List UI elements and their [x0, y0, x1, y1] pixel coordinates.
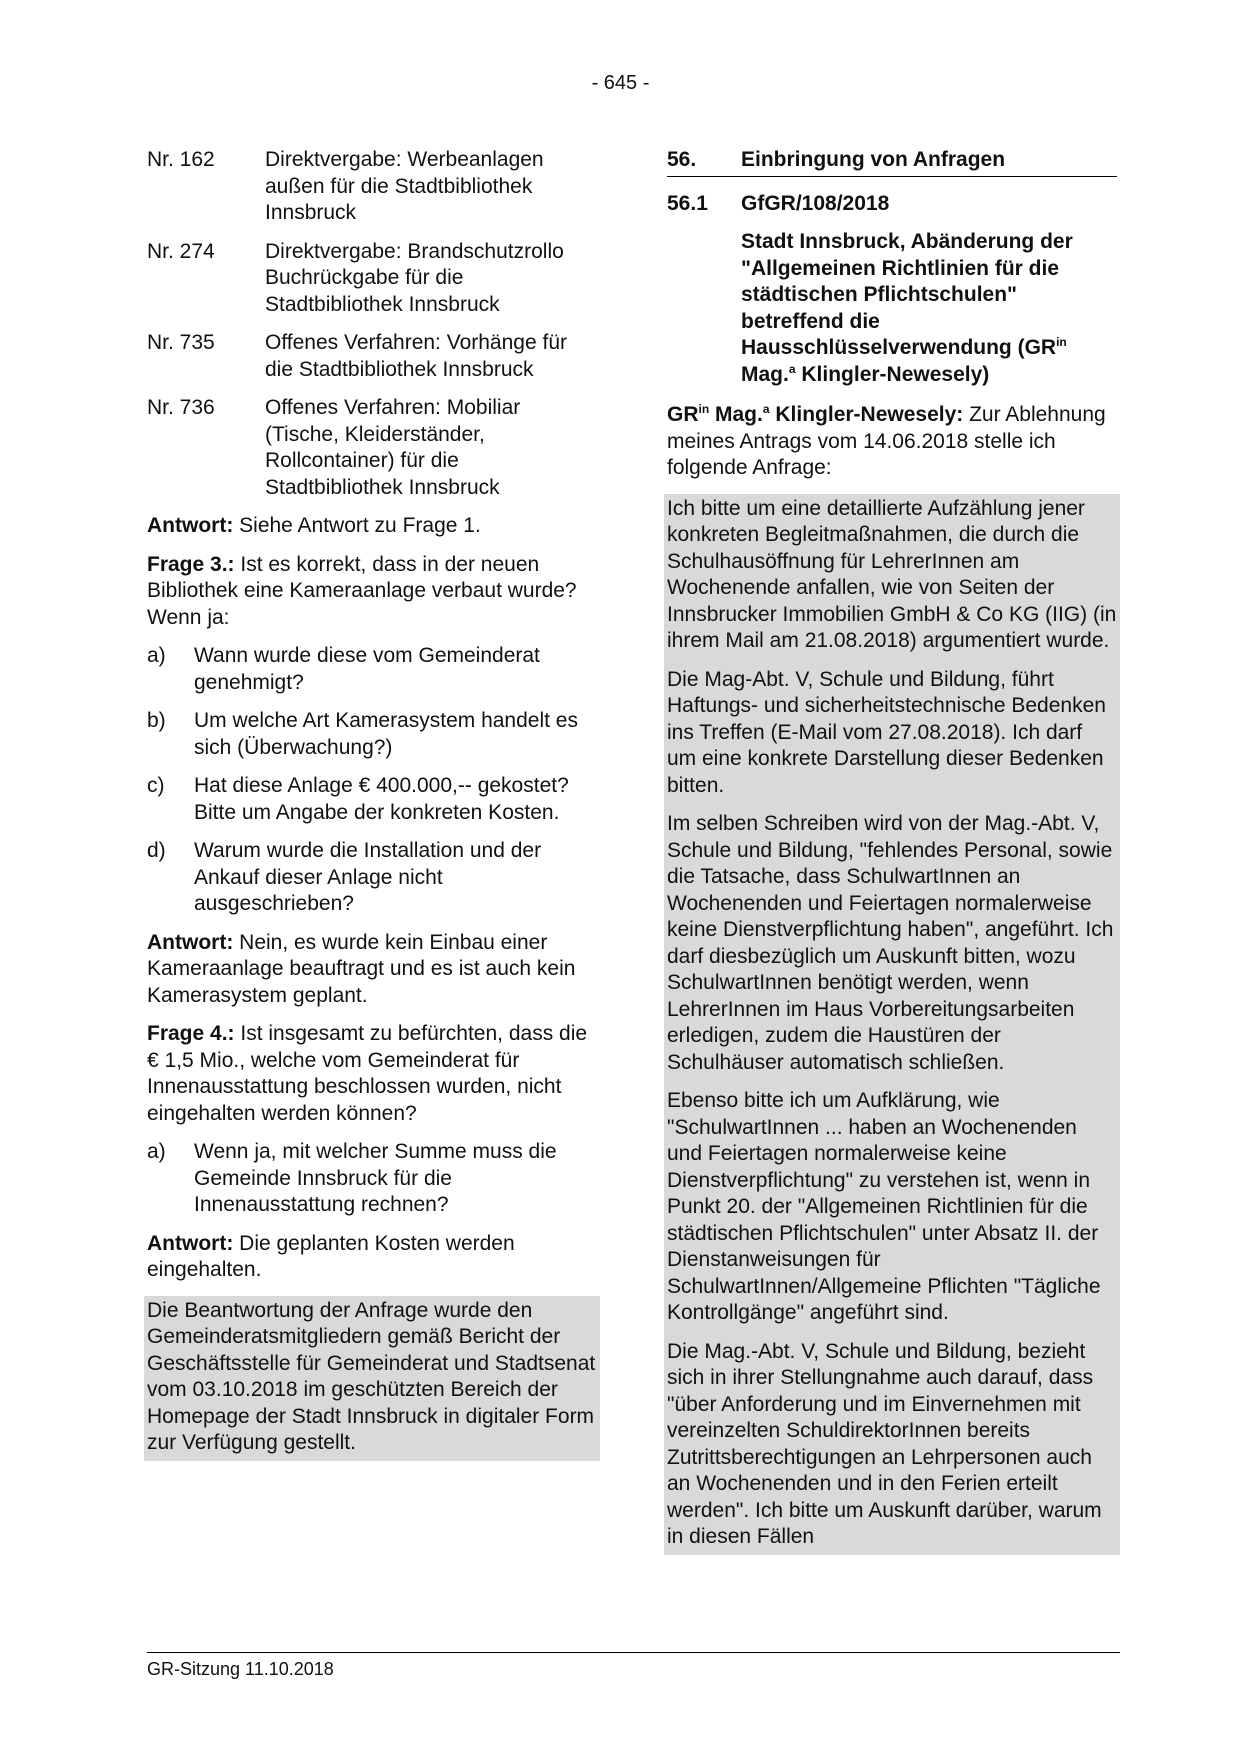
speaker-part: Mag.	[709, 403, 763, 426]
antwort-label: Antwort:	[147, 1231, 234, 1255]
nr-item	[147, 395, 597, 501]
antwort-text: Siehe Antwort zu Frage 1.	[233, 514, 481, 537]
list-item	[147, 773, 597, 826]
superscript: a	[762, 402, 770, 416]
list-letter: a)	[147, 1140, 166, 1163]
speaker-name	[667, 403, 963, 426]
antwort-label: Antwort:	[147, 514, 234, 537]
frage-label: Frage 3.:	[147, 552, 235, 576]
list-text: Um welche Art Kamerasystem handelt es sich (Überwachung?)	[194, 709, 578, 759]
frage-text: Ist es korrekt, dass in der neuen Bibliothek eine Kameraanlage verbaut wurde?	[147, 552, 577, 602]
nr-item	[147, 147, 597, 227]
subsection-title-part: Klingler-Newesely)	[795, 362, 990, 386]
final-note-text: Die Beantwortung der Anfrage wurde den Gemeinderatsmitgliedern gemäß Bericht der Geschäftsstelle für Gemeinderat und Stadtsenat vom 03.10.2018 im geschützten Bereich der Homepage der Stadt Innsbruck in digitaler Form zur Verfügung gestellt.	[147, 1298, 596, 1454]
footer-text: GR-Sitzung 11.10.2018	[147, 1659, 334, 1679]
nr-description: Offenes Verfahren: Vorhänge für die Stadtbibliothek Innsbruck	[265, 331, 567, 381]
right-column	[667, 147, 1117, 1555]
subsection-code: GfGR/108/2018	[741, 191, 890, 215]
superscript: in	[1056, 335, 1067, 349]
superscript: in	[698, 402, 710, 416]
anfrage-paragraph: Ich bitte um eine detaillierte Aufzählung jener konkreten Begleitmaßnahmen, die durch die Schulhausöffnung für LehrerInnen am Wochenende anfallen, wie von Seiten der Innsbrucker Immobilien GmbH & Co KG (IIG) (in ihrem Mail am 21.08.2018) argumentiert wurde.	[667, 496, 1117, 652]
nr-number: Nr. 736	[147, 396, 215, 419]
anfrage-paragraph: Die Mag.-Abt. V, Schule und Bildung, bezieht sich in ihrer Stellungnahme auch darauf, dass "über Anforderung und im Einvernehmen mit vereinzelten SchuldirektorInnen bereits Zutrittsberechtigungen an Lehrpersonen auch an Wochenenden und in den Ferien erteilt werden". Ich bitte um Auskunft darüber, warum in diesen Fällen	[667, 1339, 1102, 1548]
section-title: Einbringung von Anfragen	[741, 148, 1006, 171]
frage-3-wenn: Wenn ja:	[147, 605, 230, 629]
nr-item	[147, 330, 597, 383]
section-heading	[667, 147, 1117, 177]
list-item	[147, 1139, 597, 1219]
anfrage-text-block	[664, 494, 1120, 1555]
section-number: 56.	[667, 148, 697, 171]
subsection-number: 56.1	[667, 191, 708, 215]
left-column	[147, 147, 597, 1461]
frage-text: Ist insgesamt zu befürchten, dass die € 1,5 Mio., welche vom Gemeinderat für Innenausstattung beschlossen wurden, nicht eingehalten werden können?	[147, 1022, 588, 1125]
nr-number: Nr. 735	[147, 331, 215, 354]
list-item	[147, 708, 597, 761]
nr-description: Offenes Verfahren: Mobiliar (Tische, Kleiderständer, Rollcontainer) für die Stadtbibliothek Innsbruck	[265, 396, 521, 499]
speaker-part: Klingler-Newesely:	[769, 403, 964, 426]
superscript: a	[788, 361, 796, 376]
list-item	[147, 838, 597, 918]
anfrage-paragraph: Die Mag-Abt. V, Schule und Bildung, führt Haftungs- und sicherheitstechnische Bedenken ins Treffen (E-Mail vom 27.08.2018). Ich darf um eine konkrete Darstellung dieser Bedenken bitten.	[667, 667, 1106, 797]
list-text: Wann wurde diese vom Gemeinderat genehmigt?	[194, 644, 540, 694]
antwort-4	[147, 1231, 597, 1284]
frage-4	[147, 1021, 597, 1127]
anfrage-paragraph: Ebenso bitte ich um Aufklärung, wie "SchulwartInnen ... haben an Wochenenden und Feiertagen normalerweise keine Dienstverpflichtung" zu verstehen ist, wenn in Punkt 20. der "Allgemeinen Richtlinien für die städtischen Pflichtschulen" unter Absatz II. der Dienstanweisungen für SchulwartInnen/Allgemeine Pflichten "Tägliche Kontrollgänge" angeführt sind.	[667, 1089, 1101, 1324]
list-text: Warum wurde die Installation und der Ankauf dieser Anlage nicht ausgeschrieben?	[194, 839, 542, 915]
list-letter: c)	[147, 774, 165, 797]
intro-paragraph	[667, 402, 1117, 482]
subsection-title	[741, 229, 1117, 388]
nr-item	[147, 239, 597, 319]
list-text: Hat diese Anlage € 400.000,-- gekostet? Bitte um Angabe der konkreten Kosten.	[194, 774, 569, 824]
list-letter: d)	[147, 839, 166, 862]
nr-number: Nr. 162	[147, 148, 215, 171]
list-letter: a)	[147, 644, 166, 667]
list-item	[147, 643, 597, 696]
list-text: Wenn ja, mit welcher Summe muss die Gemeinde Innsbruck für die Innenausstattung rechnen?	[194, 1140, 557, 1216]
antwort-3	[147, 930, 597, 1010]
intro-text: Zur Ablehnung meines Antrags vom 14.06.2018 stelle ich folgende Anfrage:	[667, 403, 1106, 479]
list-letter: b)	[147, 709, 166, 732]
frage-3	[147, 552, 597, 605]
antwort-1	[147, 513, 597, 540]
anfrage-paragraph: Im selben Schreiben wird von der Mag.-Abt. V, Schule und Bildung, "fehlendes Personal, sowie die Tatsache, dass SchulwartInnen an Wochenenden und Feiertagen normalerweise keine Dienstverpflichtung haben", angeführt. Ich darf diesbezüglich um Auskunft bitten, wozu SchulwartInnen benötigt werden, wenn LehrerInnen im Haus Vorbereitungsarbeiten erledigen, zudem die Haustüren der Schulhäuser automatisch schließen.	[667, 812, 1114, 1074]
nr-description: Direktvergabe: Werbeanlagen außen für die Stadtbibliothek Innsbruck	[265, 148, 544, 224]
antwort-text: Nein, es wurde kein Einbau einer Kameraanlage beauftragt und es ist auch kein Kamerasystem geplant.	[147, 930, 576, 1007]
speaker-part: GR	[667, 403, 699, 426]
page-number: - 645 -	[591, 72, 650, 94]
nr-number: Nr. 274	[147, 239, 215, 263]
subsection-title-part: Stadt Innsbruck, Abänderung der "Allgemeinen Richtlinien für die städtischen Pflichtschulen" betreffend die Hausschlüsselverwendung (GR	[741, 230, 1073, 359]
subsection-title-part: Mag.	[741, 362, 789, 386]
footer-divider	[147, 1652, 1120, 1653]
subsection-heading	[667, 191, 1117, 218]
nr-description: Direktvergabe: Brandschutzrollo Buchrückgabe für die Stadtbibliothek Innsbruck	[265, 239, 564, 316]
frage-label: Frage 4.:	[147, 1022, 235, 1045]
final-note	[144, 1296, 600, 1461]
antwort-text: Die geplanten Kosten werden eingehalten.	[147, 1231, 515, 1281]
antwort-label: Antwort:	[147, 930, 234, 954]
